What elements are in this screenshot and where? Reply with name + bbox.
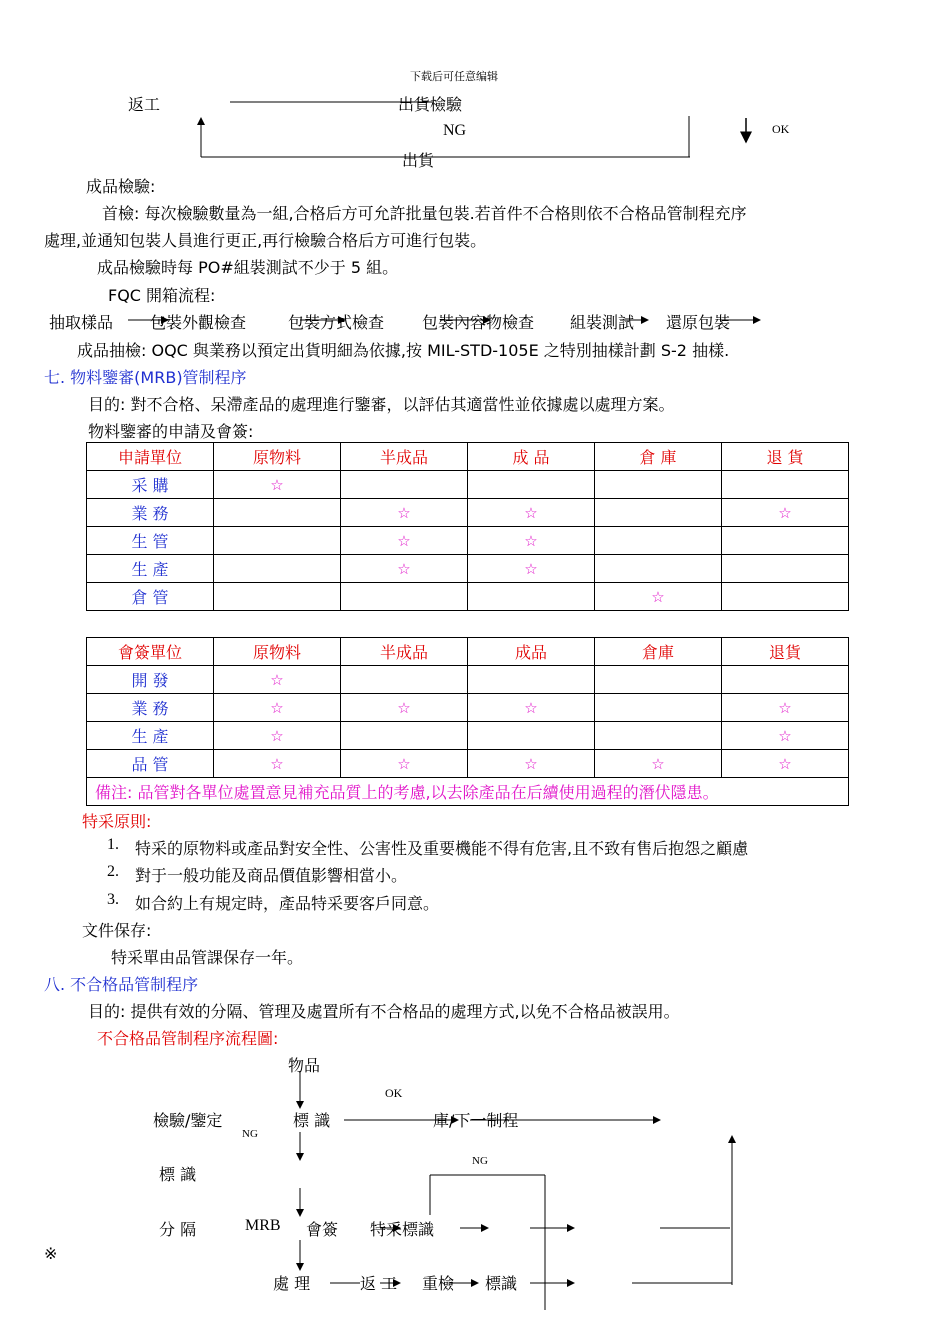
first-article-line1: 首檢: 每次檢驗數量為一組,合格后方可允許批量包裝.若首件不合格則依不合格品管制程充序: [102, 204, 747, 223]
apply-header-cell: 申請單位: [87, 443, 214, 471]
flow1-ng: NG: [443, 122, 467, 139]
unit-cell: 生 產: [87, 722, 214, 750]
special-num-3: 3.: [107, 891, 119, 908]
star-cell: [722, 666, 849, 694]
section8-title: 八. 不合格品管制程序: [44, 975, 199, 994]
fqc-step-3: 包裝方式檢查: [288, 313, 385, 332]
flow-item: 物品: [288, 1056, 321, 1075]
star-cell: ☆: [468, 694, 595, 722]
special-item-2: 對于一般功能及商品價值影響相當小。: [135, 866, 408, 885]
apply-table: [86, 442, 849, 611]
flow-ng2: NG: [472, 1155, 488, 1167]
star-cell: [214, 527, 341, 555]
star-cell: ☆: [341, 694, 468, 722]
fqc-title: FQC 開箱流程:: [108, 286, 216, 305]
special-num-2: 2.: [107, 863, 119, 880]
apply-header-cell: 退 貨: [722, 443, 849, 471]
table-row: [87, 694, 849, 722]
section7-apply-title: 物料鑒審的申請及會簽:: [88, 422, 254, 441]
special-item-1: 特采的原物料或產品對安全性、公害性及重要機能不得有危害,且不致有售后抱怨之顧慮: [135, 839, 749, 858]
star-cell: ☆: [341, 499, 468, 527]
star-cell: ☆: [214, 694, 341, 722]
apply-header-cell: 半成品: [341, 443, 468, 471]
flow-handle: 處 理: [273, 1274, 311, 1293]
star-cell: ☆: [722, 499, 849, 527]
finished-inspection-title: 成品檢驗:: [86, 177, 156, 196]
star-cell: [214, 583, 341, 611]
star-cell: ☆: [341, 527, 468, 555]
star-cell: [722, 555, 849, 583]
star-cell: [214, 499, 341, 527]
star-cell: ☆: [468, 750, 595, 778]
special-title: 特采原則:: [82, 812, 152, 831]
first-article-line2: 處理,並通知包裝人員進行更正,再行檢驗合格后方可進行包裝。: [44, 231, 487, 250]
table-row: [87, 555, 849, 583]
star-cell: ☆: [214, 666, 341, 694]
flow-sign: 會簽: [306, 1220, 339, 1239]
star-cell: [722, 471, 849, 499]
star-cell: ☆: [468, 555, 595, 583]
star-cell: ☆: [722, 722, 849, 750]
star-cell: ☆: [341, 555, 468, 583]
flow-reinspect: 重檢: [422, 1274, 455, 1293]
apply-header-cell: 倉 庫: [595, 443, 722, 471]
star-cell: [341, 471, 468, 499]
star-cell: ☆: [341, 750, 468, 778]
file-text: 特采單由品管課保存一年。: [111, 948, 304, 967]
flow1-rework: 返工: [128, 95, 161, 114]
flow1-ok: OK: [772, 122, 790, 136]
star-cell: ☆: [722, 694, 849, 722]
star-cell: [595, 499, 722, 527]
sign-header-cell: 倉庫: [595, 638, 722, 666]
flow-mark2: 標 識: [159, 1165, 197, 1184]
apply-header-cell: 成 品: [468, 443, 595, 471]
star-cell: [468, 722, 595, 750]
star-cell: [468, 583, 595, 611]
fqc-step-4: 包裝內容物檢查: [422, 313, 535, 332]
section8-purpose: 目的: 提供有效的分隔、管理及處置所有不合格品的處理方式,以免不合格品被誤用。: [88, 1002, 680, 1021]
sign-header-cell: 原物料: [214, 638, 341, 666]
unit-cell: 生 產: [87, 555, 214, 583]
star-cell: ☆: [722, 750, 849, 778]
star-cell: [595, 722, 722, 750]
flow-mrb: MRB: [245, 1217, 281, 1234]
star-cell: ☆: [468, 527, 595, 555]
ref-mark: ※: [44, 1244, 58, 1263]
flow-ng1: NG: [242, 1128, 258, 1140]
flow-special-mark: 特采標識: [370, 1220, 435, 1239]
table-row: [87, 750, 849, 778]
star-cell: ☆: [214, 722, 341, 750]
flow-inspect: 檢驗/鑒定: [153, 1111, 223, 1130]
star-cell: [595, 471, 722, 499]
table-row: [87, 527, 849, 555]
special-num-1: 1.: [107, 836, 119, 853]
unit-cell: 開 發: [87, 666, 214, 694]
star-cell: [722, 583, 849, 611]
star-cell: [595, 555, 722, 583]
flow-ok: OK: [385, 1086, 403, 1100]
star-cell: [468, 471, 595, 499]
table-row: [87, 666, 849, 694]
apply-header-cell: 原物料: [214, 443, 341, 471]
fqc-step-5: 組裝測試: [570, 313, 635, 332]
star-cell: [214, 555, 341, 583]
fqc-step-2: 包裝外觀檢查: [150, 313, 247, 332]
sign-header-cell: 成品: [468, 638, 595, 666]
flow1-shipping: 出貨: [402, 151, 435, 170]
star-cell: ☆: [595, 583, 722, 611]
star-cell: [341, 722, 468, 750]
star-cell: [341, 583, 468, 611]
star-cell: ☆: [595, 750, 722, 778]
star-cell: [468, 666, 595, 694]
flow-mark1: 標 識: [293, 1111, 331, 1130]
flow-next: 庫/下一制程: [433, 1111, 519, 1130]
fqc-step-1: 抽取樣品: [49, 313, 114, 332]
sign-header-cell: 會簽單位: [87, 638, 214, 666]
sign-header-cell: 半成品: [341, 638, 468, 666]
header-note: 下载后可任意编辑: [410, 70, 498, 83]
flow-separate: 分 隔: [159, 1220, 197, 1239]
star-cell: ☆: [468, 499, 595, 527]
star-cell: [595, 694, 722, 722]
sign-table-note: 備注: 品管對各單位處置意見補充品質上的考慮,以去除產品在后續使用過程的潛伏隱患。: [87, 778, 849, 806]
unit-cell: 倉 管: [87, 583, 214, 611]
star-cell: [595, 527, 722, 555]
section7-purpose: 目的: 對不合格、呆滯產品的處理進行鑒審，以評估其適當性並依據處以處理方案。: [88, 395, 675, 414]
flow-mark3: 標識: [485, 1274, 518, 1293]
sign-table: [86, 637, 849, 806]
star-cell: [722, 527, 849, 555]
oqc-text: 成品抽檢: OQC 與業務以預定出貨明細為依據,按 MIL-STD-105E 之特別抽樣計劃 S-2 抽樣.: [77, 341, 730, 360]
unit-cell: 生 管: [87, 527, 214, 555]
flow1-shipping-inspection: 出貨檢驗: [398, 95, 463, 114]
unit-cell: 采 購: [87, 471, 214, 499]
star-cell: [341, 666, 468, 694]
table-row: [87, 722, 849, 750]
table-row: [87, 499, 849, 527]
star-cell: ☆: [214, 471, 341, 499]
star-cell: ☆: [214, 750, 341, 778]
section7-title: 七. 物料鑒審(MRB)管制程序: [44, 368, 247, 387]
assembly-test: 成品檢驗時每 PO#組裝測試不少于 5 組。: [97, 258, 399, 277]
special-item-3: 如合約上有規定時，產品特采要客戶同意。: [135, 894, 440, 913]
table-row: [87, 471, 849, 499]
file-title: 文件保存:: [82, 921, 152, 940]
unit-cell: 品 管: [87, 750, 214, 778]
sign-header-cell: 退貨: [722, 638, 849, 666]
table-row: [87, 583, 849, 611]
flow-rework: 返 工: [360, 1274, 398, 1293]
star-cell: [595, 666, 722, 694]
fqc-step-6: 還原包裝: [666, 313, 731, 332]
section8-flow-title: 不合格品管制程序流程圖:: [97, 1029, 279, 1048]
unit-cell: 業 務: [87, 499, 214, 527]
unit-cell: 業 務: [87, 694, 214, 722]
